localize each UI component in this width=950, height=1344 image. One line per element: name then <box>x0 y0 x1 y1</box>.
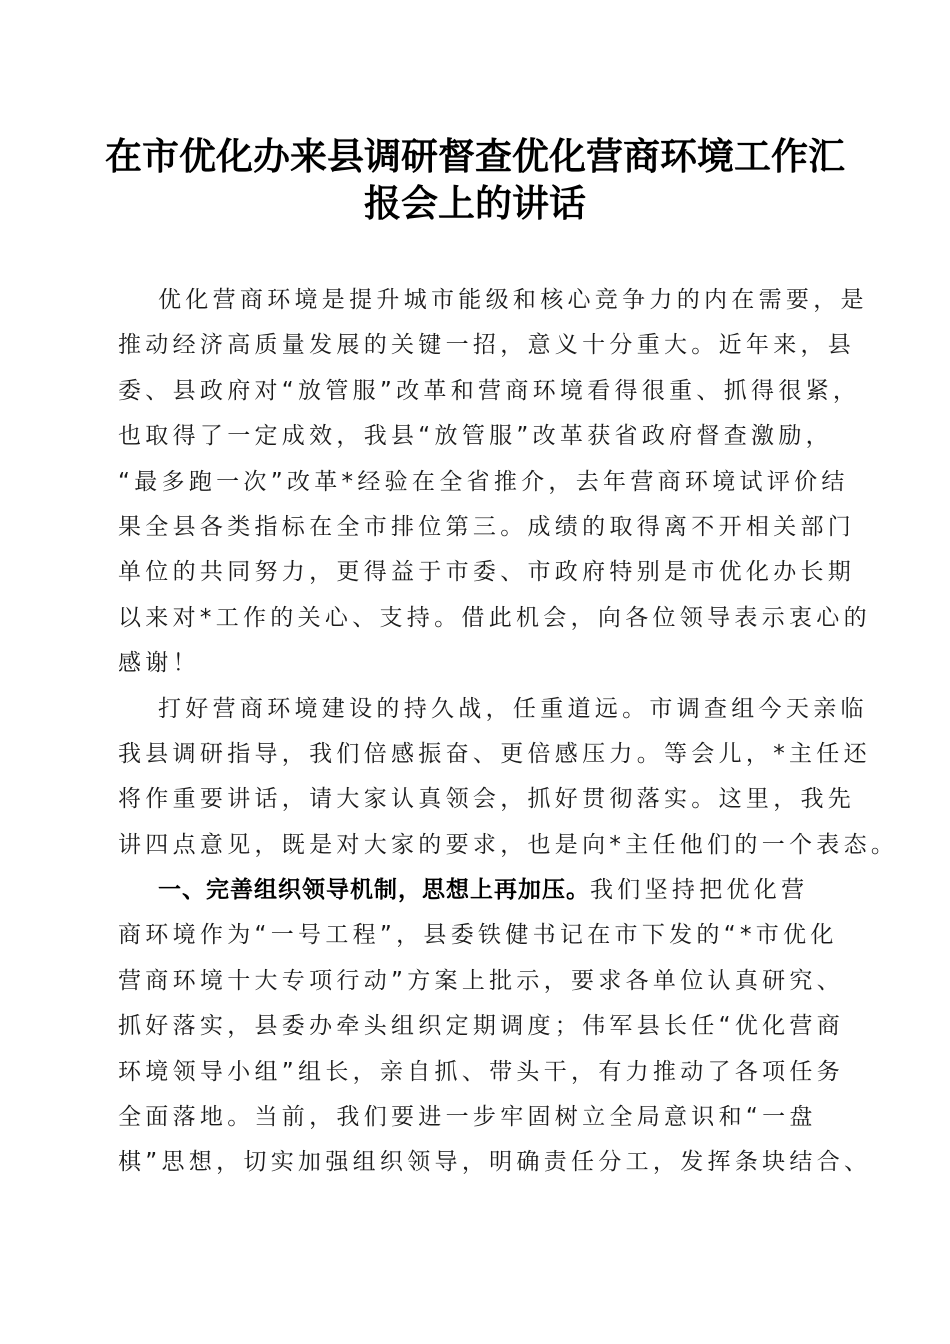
text-line: “最多跑一次”改革*经验在全省推介，去年营商环境试评价结 <box>118 468 849 495</box>
title-line-2: 报会上的讲话 <box>364 181 586 225</box>
text-line: 全面落地。当前，我们要进一步牢固树立全局意识和“一盘 <box>118 1104 817 1131</box>
title-line-1: 在市优化办来县调研督查优化营商环境工作汇 <box>105 134 845 178</box>
text-line: 抓好落实，县委办牵头组织定期调度；伟军县长任“优化营商 <box>118 1013 845 1040</box>
text-line: 打好营商环境建设的持久战，任重道远。市调查组今天亲临 <box>158 695 868 722</box>
text-line: 优化营商环境是提升城市能级和核心竞争力的内在需要，是 <box>158 287 868 313</box>
paragraph-3 <box>118 868 872 1186</box>
text-line: 单位的共同努力，更得益于市委、市政府特别是市优化办长期 <box>118 559 856 586</box>
text-line <box>118 868 848 913</box>
text-line: 讲四点意见，既是对大家的要求，也是向*主任他们的一个表态。 <box>118 831 899 858</box>
text-run: 我们坚持把优化营 <box>590 877 809 904</box>
text-line: 也取得了一定成效，我县“放管服”改革获省政府督查激励， <box>118 423 833 450</box>
text-line: 果全县各类指标在全市排位第三。成绩的取得离不开相关部门 <box>118 513 856 540</box>
text-line: 环境领导小组”组长，亲自抓、带头干，有力推动了各项任务 <box>118 1058 845 1085</box>
text-line: 感谢！ <box>118 650 200 677</box>
text-line: 棋”思想，切实加强组织领导，明确责任分工，发挥条块结合、 <box>118 1149 872 1176</box>
text-line: 商环境作为“一号工程”，县委铁健书记在市下发的“*市优化 <box>118 922 838 949</box>
paragraph-1 <box>118 278 871 687</box>
document-title <box>100 133 850 227</box>
text-line: 以来对*工作的关心、支持。借此机会，向各位领导表示衷心的 <box>118 604 871 631</box>
paragraph-2 <box>118 687 899 869</box>
text-line: 委、县政府对“放管服”改革和营商环境看得很重、抓得很紧， <box>118 377 861 404</box>
document-body <box>118 278 899 1186</box>
text-line: 推动经济高质量发展的关键一招，意义十分重大。近年来，县 <box>118 332 856 359</box>
text-line: 我县调研指导，我们倍感振奋、更倍感压力。等会儿，*主任还 <box>118 740 871 767</box>
section-heading: 一、完善组织领导机制，思想上再加压。 <box>158 877 590 904</box>
text-line: 营商环境十大专项行动”方案上批示，要求各单位认真研究、 <box>118 967 845 994</box>
text-line: 将作重要讲话，请大家认真领会，抓好贯彻落实。这里，我先 <box>118 786 856 813</box>
